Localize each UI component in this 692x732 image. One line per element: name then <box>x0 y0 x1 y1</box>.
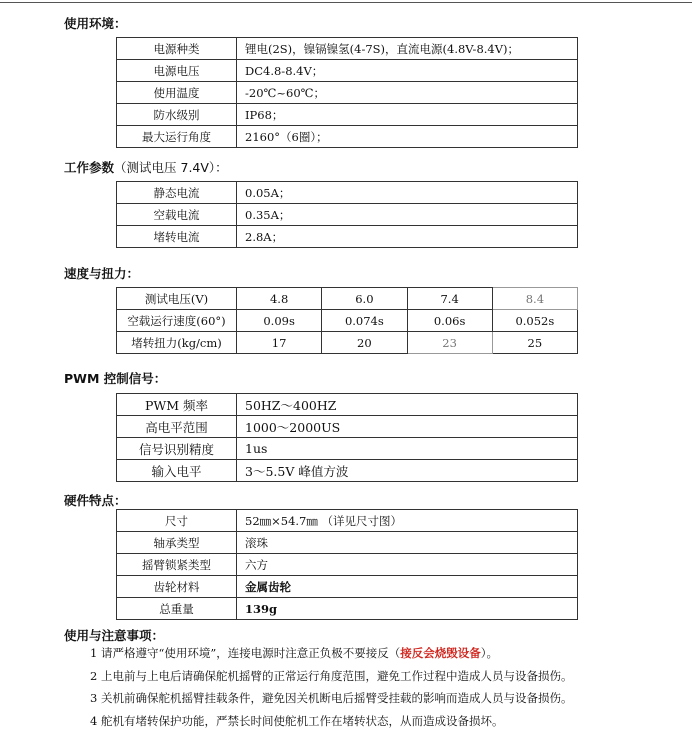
hw-label: 总重量 <box>117 598 237 620</box>
work-heading-note: （测试电压 7.4V）： <box>114 160 228 175</box>
hw-value: 六方 <box>237 554 578 576</box>
table-row <box>117 60 578 82</box>
pwm-value: 3～5.5V 峰值方波 <box>237 460 578 482</box>
work-heading <box>64 158 228 176</box>
table-row <box>117 332 578 354</box>
pwm-value: 1000～2000US <box>237 416 578 438</box>
note-text: 上电前与上电后请确保舵机摇臂的正常运行角度范围，避免工作过程中造成人员与设备损伤。 <box>101 669 573 683</box>
hw-value: 滚珠 <box>237 532 578 554</box>
note-text: 舵机有堵转保护功能，严禁长时间使舵机工作在堵转状态，从而造成设备损坏。 <box>101 714 504 728</box>
env-heading: 使用环境： <box>64 14 127 32</box>
env-value: -20℃~60℃； <box>237 82 578 104</box>
table-row <box>117 416 578 438</box>
env-table <box>116 37 578 148</box>
speed-label: 测试电压(V) <box>117 288 237 310</box>
note-number: 4 <box>90 714 97 728</box>
table-row <box>117 104 578 126</box>
hw-table <box>116 509 578 620</box>
list-item <box>90 642 572 665</box>
pwm-label: 信号识别精度 <box>117 438 237 460</box>
note-number: 2 <box>90 669 97 683</box>
pwm-heading: PWM 控制信号： <box>64 369 166 387</box>
hw-value: 139g <box>237 598 578 620</box>
note-tail: ）。 <box>481 646 498 660</box>
pwm-value: 1us <box>237 438 578 460</box>
env-label: 最大运行角度 <box>117 126 237 148</box>
pwm-label: PWM 频率 <box>117 394 237 416</box>
top-rule <box>0 2 692 3</box>
work-value: 0.35A； <box>237 204 578 226</box>
table-row <box>117 576 578 598</box>
table-row <box>117 226 578 248</box>
table-row <box>117 460 578 482</box>
table-row <box>117 510 578 532</box>
table-row <box>117 394 578 416</box>
speed-table <box>116 287 578 354</box>
table-row <box>117 310 578 332</box>
pwm-label: 高电平范围 <box>117 416 237 438</box>
speed-heading: 速度与扭力： <box>64 264 139 282</box>
speed-cell: 20 <box>322 332 407 354</box>
hw-label: 轴承类型 <box>117 532 237 554</box>
env-value: IP68； <box>237 104 578 126</box>
hw-label: 齿轮材料 <box>117 576 237 598</box>
note-warning: 接反会烧毁设备 <box>400 646 481 660</box>
list-item <box>90 710 572 732</box>
speed-label: 空载运行速度(60°) <box>117 310 237 332</box>
notes-heading: 使用与注意事项： <box>64 626 164 644</box>
table-row <box>117 182 578 204</box>
work-label: 堵转电流 <box>117 226 237 248</box>
speed-cell: 23 <box>407 332 492 354</box>
speed-cell: 0.06s <box>407 310 492 332</box>
env-label: 电源电压 <box>117 60 237 82</box>
speed-cell: 7.4 <box>407 288 492 310</box>
env-value: 2160°（6圈）； <box>237 126 578 148</box>
hw-value: 金属齿轮 <box>237 576 578 598</box>
speed-cell: 0.052s <box>492 310 577 332</box>
env-label: 电源种类 <box>117 38 237 60</box>
env-value: 锂电(2S)，镍镉镍氢(4-7S)，直流电源(4.8V-8.4V)； <box>237 38 578 60</box>
work-table <box>116 181 578 248</box>
notes-list <box>90 642 572 732</box>
pwm-label: 输入电平 <box>117 460 237 482</box>
table-row <box>117 82 578 104</box>
note-number: 3 <box>90 691 97 705</box>
speed-cell: 0.074s <box>322 310 407 332</box>
env-value: DC4.8-8.4V； <box>237 60 578 82</box>
work-value: 0.05A； <box>237 182 578 204</box>
speed-cell: 4.8 <box>237 288 322 310</box>
work-heading-title: 工作参数 <box>64 160 114 175</box>
table-row <box>117 554 578 576</box>
pwm-value: 50HZ～400HZ <box>237 394 578 416</box>
work-label: 空载电流 <box>117 204 237 226</box>
work-label: 静态电流 <box>117 182 237 204</box>
table-row <box>117 598 578 620</box>
table-row <box>117 438 578 460</box>
table-row <box>117 532 578 554</box>
table-row <box>117 288 578 310</box>
hw-value: 52㎜×54.7㎜ （详见尺寸图） <box>237 510 578 532</box>
note-text: 请严格遵守“使用环境”，连接电源时注意正负极不要接反（ <box>101 646 400 660</box>
hw-heading: 硬件特点： <box>64 491 127 509</box>
speed-cell: 17 <box>237 332 322 354</box>
speed-cell: 0.09s <box>237 310 322 332</box>
env-label: 使用温度 <box>117 82 237 104</box>
speed-cell: 25 <box>492 332 577 354</box>
table-row <box>117 126 578 148</box>
hw-label: 尺寸 <box>117 510 237 532</box>
speed-label: 堵转扭力(kg/cm) <box>117 332 237 354</box>
pwm-table <box>116 393 578 482</box>
speed-cell: 6.0 <box>322 288 407 310</box>
speed-cell: 8.4 <box>492 288 577 310</box>
hw-label: 摇臂锁紧类型 <box>117 554 237 576</box>
list-item <box>90 687 572 710</box>
note-text: 关机前确保舵机摇臂挂载条件，避免因关机断电后摇臂受挂载的影响而造成人员与设备损伤。 <box>101 691 573 705</box>
work-value: 2.8A； <box>237 226 578 248</box>
list-item <box>90 665 572 688</box>
env-label: 防水级别 <box>117 104 237 126</box>
table-row <box>117 204 578 226</box>
note-number: 1 <box>90 646 97 660</box>
table-row <box>117 38 578 60</box>
